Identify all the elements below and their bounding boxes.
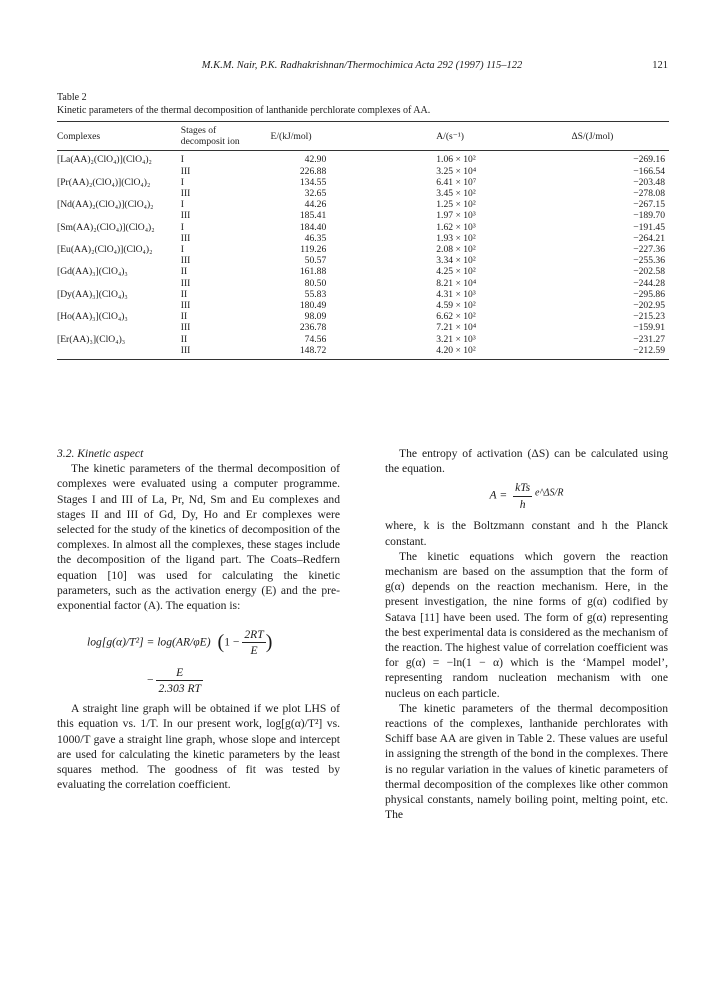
table-cell: 50.57 — [304, 255, 327, 267]
table-cell: 184.40 — [299, 221, 327, 233]
table-cell: −202.95 — [633, 300, 665, 312]
table-cell: 180.49 — [299, 300, 327, 312]
running-title: M.K.M. Nair, P.K. Radhakrishnan/Thermochimica Acta 292 (1997) 115–122 — [201, 60, 523, 71]
table-cell: I — [180, 221, 184, 233]
table-cell: 80.50 — [304, 277, 327, 289]
table-label: Table 2 — [57, 92, 87, 103]
table-cell: 6.41 × 10⁷ — [436, 176, 477, 188]
table-cell: 161.88 — [299, 266, 327, 278]
running-header — [56, 60, 668, 76]
table-cell: 44.26 — [304, 199, 327, 211]
table-row — [57, 266, 669, 277]
table-cell: 55.83 — [304, 288, 327, 300]
table-cell — [57, 345, 181, 356]
table-cell: II — [180, 333, 188, 345]
table-cell: III — [180, 210, 191, 222]
section-title: 3.2. Kinetic aspect — [57, 447, 144, 460]
table-cell: −267.15 — [633, 199, 665, 211]
entropy-equation: A = $\frac{\text{kTs}}{h}$ e^ΔS/R — [489, 481, 564, 511]
table-cell: 1.97 × 10³ — [436, 210, 476, 222]
paragraph: where, k is the Boltzmann constant and h the Planck constant. — [385, 519, 668, 548]
table-cell: −166.54 — [633, 165, 665, 177]
table-cell: −295.86 — [633, 288, 665, 300]
table-row — [57, 188, 669, 199]
table-cell: 2.08 × 10² — [436, 244, 476, 256]
table-cell: −231.27 — [633, 333, 665, 345]
paren-open: ( — [217, 631, 225, 654]
column-header: ΔS/(J/mol) — [503, 122, 669, 151]
table-cell — [57, 322, 181, 333]
table-cell: 185.41 — [299, 210, 327, 222]
table-cell: 74.56 — [304, 333, 327, 345]
paragraph: The kinetic equations which govern the reaction mechanism are based on the assumption that the form of g(α) depends on the reaction mechanism. Here, in the present investigation, the nine forms of g(α) codified by Satava [11] have been used. The form of g(α) representing the best experimental data is considered as the mechanism of the reaction. The highest value of correlation coefficient was for g(α) = −ln(1 − α) which is the ‘Mampel model’, representing random nucleation mechanism with one nucleus on each particle. — [385, 549, 668, 700]
table-caption-block — [57, 92, 669, 117]
table-cell: −255.36 — [633, 255, 665, 267]
table-cell: 3.25 × 10⁴ — [436, 165, 477, 177]
table-row — [57, 334, 669, 345]
page-number: 121 — [652, 60, 668, 71]
table-cell: 7.21 × 10⁴ — [436, 322, 477, 334]
table-cell: 6.62 × 10² — [436, 311, 476, 323]
kinetic-parameters-table — [57, 121, 669, 360]
paragraph: The kinetic parameters of the thermal decomposition reactions of the complexes, lanthanide perchlorates with Schiff base AA are given in Table 2. These values are useful in assigning the strength of the bond in the complexes. There is no regular variation in the values of kinetic parameters of thermal decomposition of the complexes like other common physical constants, namely boiling point, melting point, etc. The — [385, 701, 668, 822]
column-header: Complexes — [57, 122, 181, 151]
table-cell: 3.45 × 10² — [436, 188, 476, 200]
table-row — [57, 199, 669, 210]
table-cell — [57, 255, 181, 266]
table-cell: 8.21 × 10⁴ — [436, 277, 477, 289]
table-cell: −202.58 — [633, 266, 665, 278]
table-cell: 148.72 — [299, 344, 327, 356]
table-cell: [Ho(AA)₃](ClO₄)₃ — [57, 311, 128, 323]
table-cell: III — [180, 188, 191, 200]
table-row — [57, 244, 669, 255]
table-cell: III — [180, 344, 191, 356]
table-row — [57, 210, 669, 221]
table-cell: −244.28 — [633, 277, 665, 289]
table-row — [57, 345, 669, 356]
table-row — [57, 289, 669, 300]
table-cell: II — [180, 311, 188, 323]
table-cell: 134.55 — [299, 176, 327, 188]
table-cell: 4.31 × 10³ — [436, 288, 476, 300]
column-header: E/(kJ/mol) — [262, 122, 376, 151]
table-cell: −269.16 — [633, 154, 665, 166]
table-cell: 4.20 × 10² — [436, 344, 476, 356]
table-cell: −203.48 — [633, 176, 665, 188]
paren-one: 1 − — [224, 635, 240, 649]
table-cell — [57, 278, 181, 289]
table-cell: II — [180, 266, 188, 278]
table-cell: [Eu(AA)₂(ClO₄)](ClO₄)₂ — [57, 244, 153, 256]
table-cell: I — [180, 244, 184, 256]
table-cell: [Gd(AA)₃](ClO₄)₃ — [57, 266, 128, 278]
table-row — [57, 233, 669, 244]
table-cell: III — [180, 165, 191, 177]
paragraph: The entropy of activation (ΔS) can be calculated using the equation. — [385, 447, 668, 476]
table-cell: [Nd(AA)₂(ClO₄)](ClO₄)₂ — [57, 199, 154, 211]
equation-minus: − — [147, 673, 154, 687]
table-cell: II — [180, 288, 188, 300]
table-cell: 226.88 — [299, 165, 327, 177]
table-cell: III — [180, 322, 191, 334]
table-cell: I — [180, 176, 184, 188]
table-cell: I — [180, 154, 184, 166]
table-cell: −227.36 — [633, 244, 665, 256]
table-cell: 4.59 × 10² — [436, 300, 476, 312]
table-cell: 236.78 — [299, 322, 327, 334]
table-cell: −159.91 — [633, 322, 665, 334]
table-cell: [Pr(AA)₂(ClO₄)](ClO₄)₂ — [57, 176, 151, 188]
table-cell: 1.25 × 10² — [436, 199, 476, 211]
table-cell — [57, 166, 181, 177]
paren-close: ) — [265, 631, 273, 654]
table-header-row — [57, 122, 669, 151]
table-cell: 119.26 — [300, 244, 327, 256]
table-cell: −264.21 — [633, 232, 665, 244]
table-cell — [57, 210, 181, 221]
column-header: A/(s⁻¹) — [376, 122, 503, 151]
column-header: Stages of decomposit ion — [181, 122, 263, 151]
table-cell: 32.65 — [304, 188, 327, 200]
table-cell: III — [180, 277, 191, 289]
table-cell: 46.35 — [304, 232, 327, 244]
table-cell: −191.45 — [633, 221, 665, 233]
equation-lhs: log[g(α)/T²] = log(AR/φE) — [87, 635, 211, 649]
table-row — [57, 166, 669, 177]
table-cell: 3.34 × 10² — [436, 255, 476, 267]
table-row — [57, 151, 669, 166]
paragraph: The kinetic parameters of the thermal decomposition of complexes were evaluated using a computer programme. Stages I and III of La, Pr, Nd, Sm and Eu complexes and stages II and III of Gd, Dy, Ho and Er complexes were selected for the study of the kinetics of decomposition of the complexes. In almost all the complexes, these stages include the decomposition of the ligand part. The Coats–Redfern equation [10] was used for calculating the kinetic parameters, such as the activation energy (E) and the pre-exponential factor (A). The equation is: — [57, 462, 340, 613]
table-cell: 98.09 — [304, 311, 327, 323]
table-cell: [Sm(AA)₂(ClO₄)](ClO₄)₂ — [57, 221, 155, 233]
table-cell: III — [180, 300, 191, 312]
table-cell: 1.06 × 10² — [436, 154, 476, 166]
table-row — [57, 222, 669, 233]
table-cell: 42.90 — [304, 154, 327, 166]
table-cell — [57, 233, 181, 244]
table-cell: [Dy(AA)₃](ClO₄)₃ — [57, 288, 128, 300]
table-cell: −278.08 — [633, 188, 665, 200]
table-cell: −215.23 — [633, 311, 665, 323]
table-row — [57, 322, 669, 333]
table-cell: −212.59 — [633, 344, 665, 356]
table-cell: III — [180, 232, 191, 244]
table-cell: 3.21 × 10³ — [436, 333, 476, 345]
equation-fraction: $\frac{E}{2.303 RT}$ — [158, 666, 201, 696]
coats-redfern-equation — [57, 621, 340, 695]
table-cell: [Er(AA)₃](ClO₄)₃ — [57, 333, 126, 345]
table-cell: 1.93 × 10² — [436, 232, 476, 244]
table-cell: −189.70 — [633, 210, 665, 222]
table-cell — [57, 188, 181, 199]
table-cell: III — [180, 255, 191, 267]
table-row — [57, 300, 669, 311]
table-cell: I — [180, 199, 184, 211]
table-row — [57, 255, 669, 266]
right-column — [385, 446, 668, 822]
table-caption: Kinetic parameters of the thermal decomposition of lanthanide perchlorate complexes of AA. — [57, 104, 431, 116]
left-column — [57, 446, 340, 792]
table-row — [57, 177, 669, 188]
table-cell: 4.25 × 10² — [436, 266, 476, 278]
table-row — [57, 278, 669, 289]
table-row — [57, 311, 669, 322]
equation-inner-fraction: $\frac{2RT}{E}$ — [244, 628, 264, 658]
paragraph: A straight line graph will be obtained if we plot LHS of this equation vs. 1/T. In our present work, log[g(α)/T²] vs. 1000/T gave a straight line graph, whose slope and intercept are used for calculating the kinetic parameters by the least squares method. The goodness of fit was tested by evaluating the correlation coefficient. — [57, 702, 340, 792]
table-cell — [57, 300, 181, 311]
table-cell: [La(AA)₂(ClO₄)](ClO₄)₂ — [57, 154, 152, 166]
table-cell: 1.62 × 10³ — [436, 221, 476, 233]
